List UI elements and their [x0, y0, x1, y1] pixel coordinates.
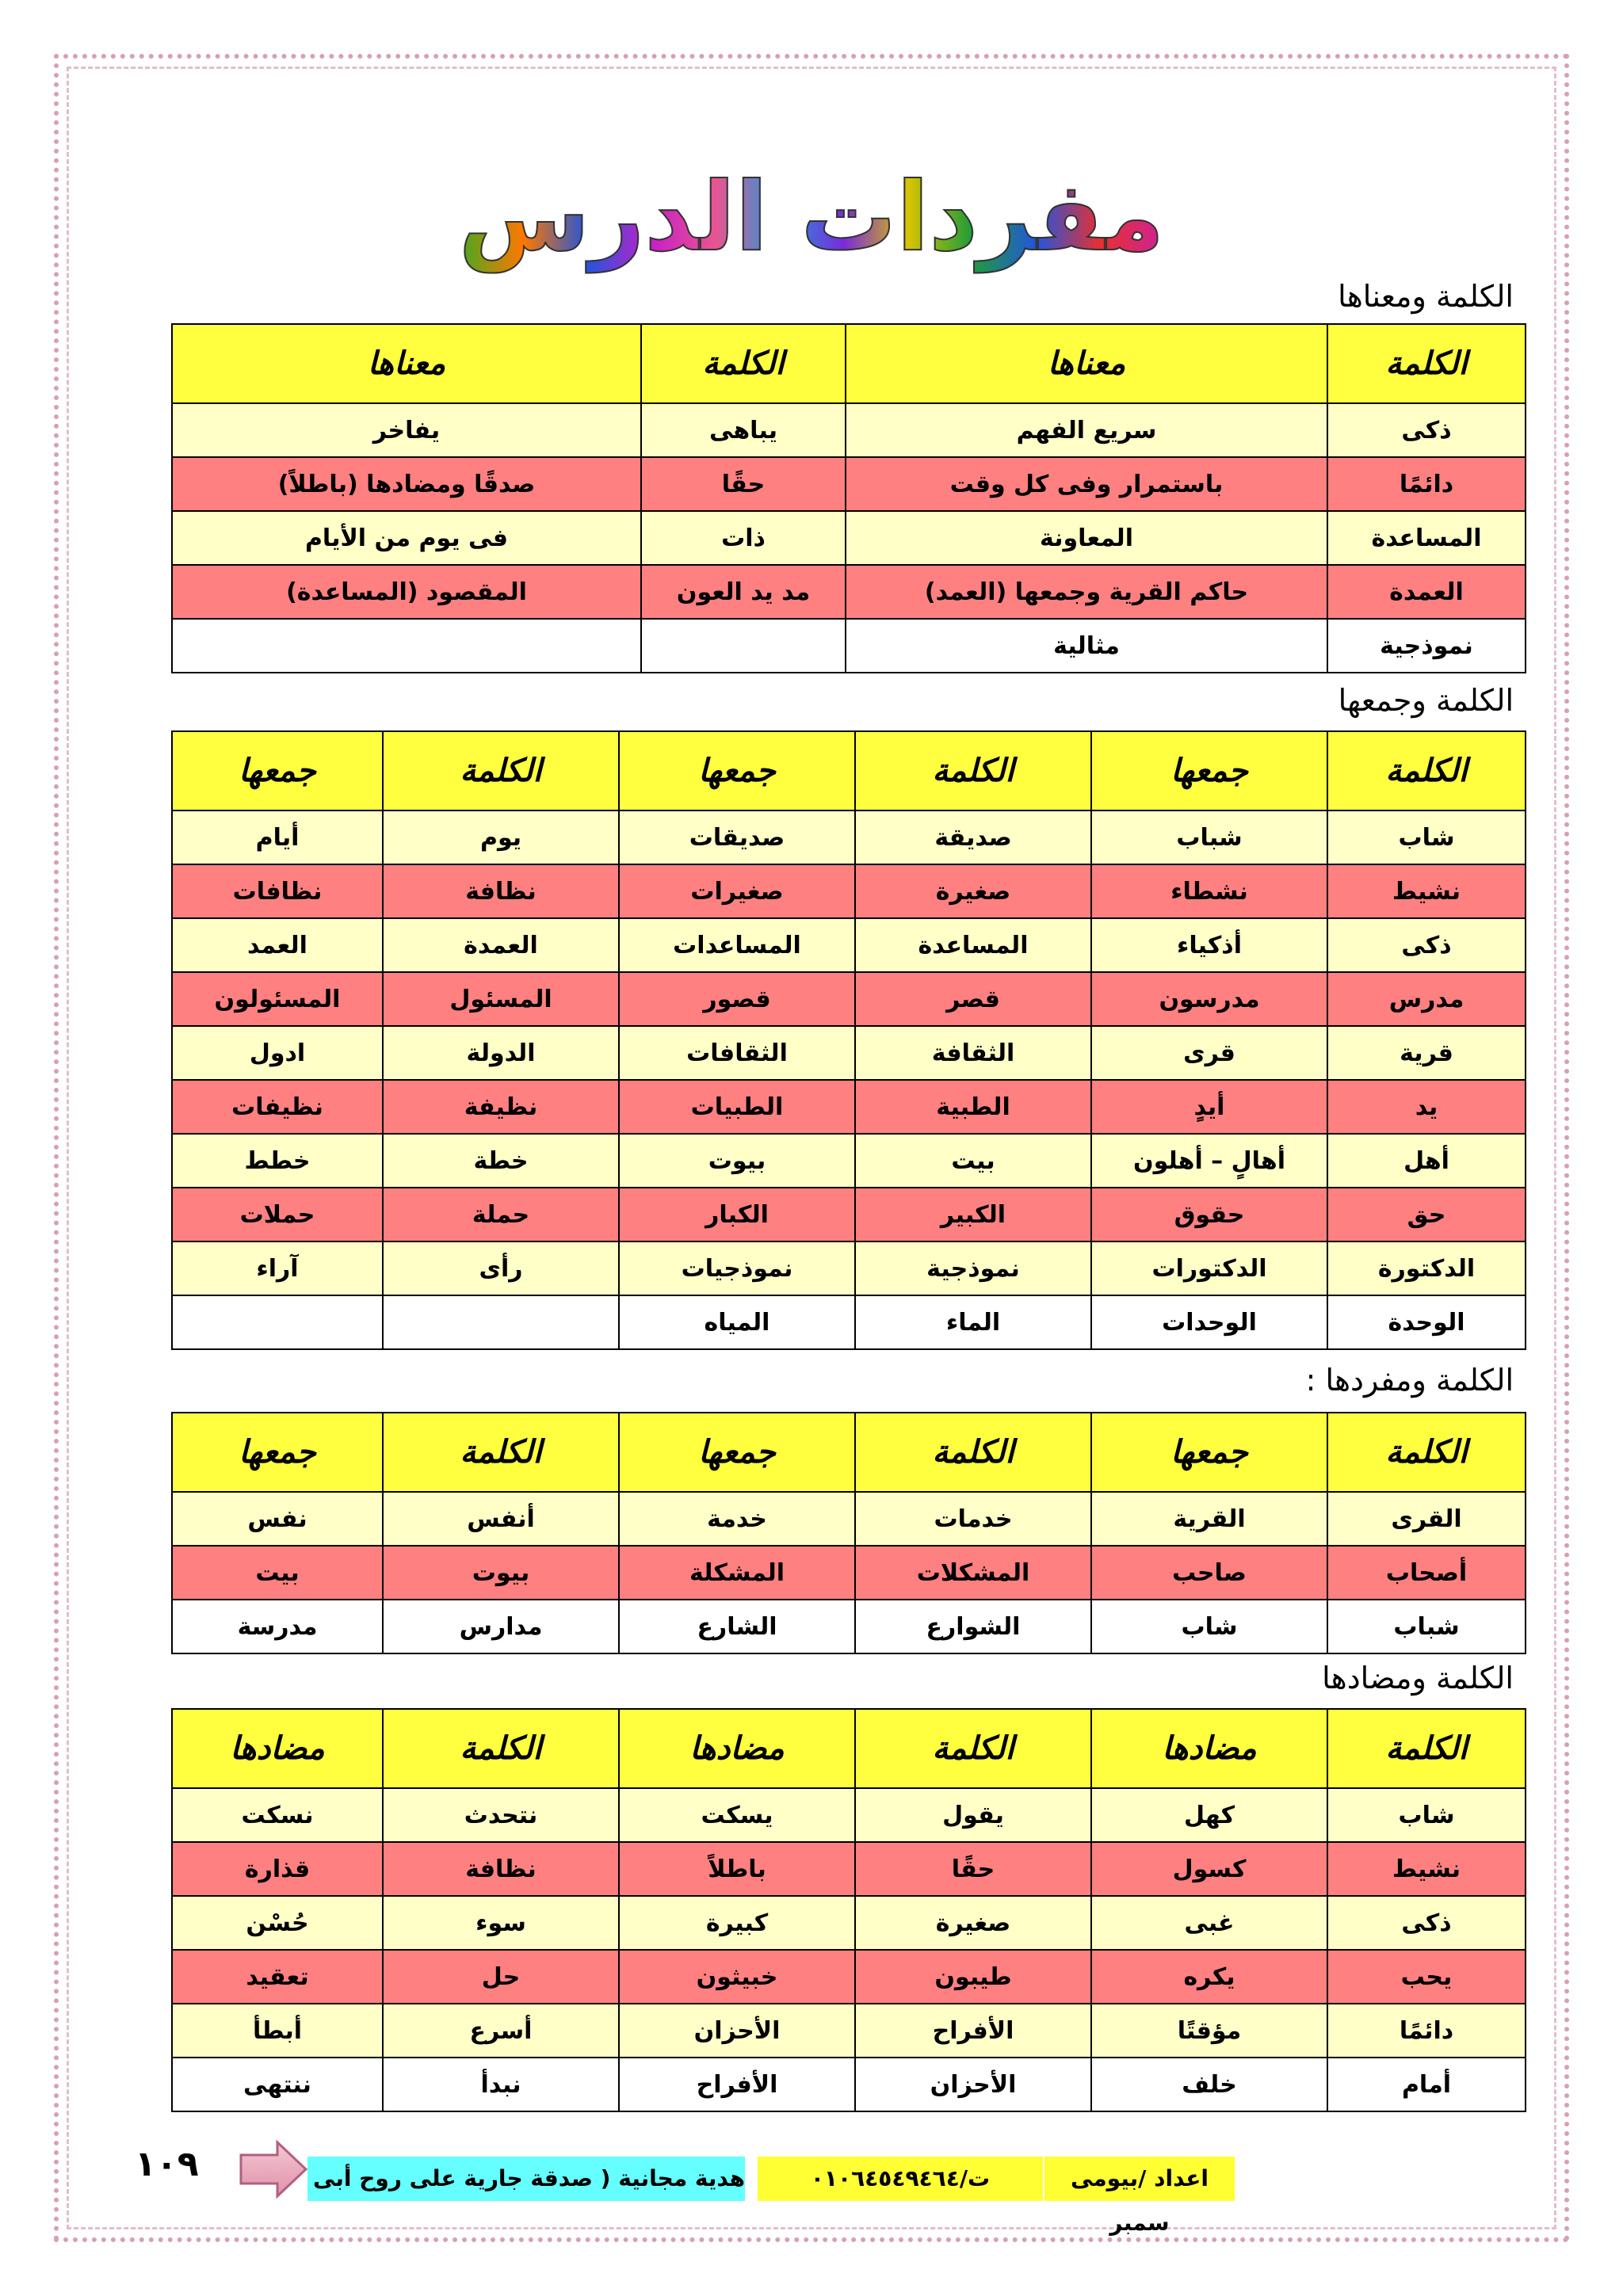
table-cell: خبيثون	[619, 1950, 855, 2004]
table-row	[172, 1788, 1526, 1842]
table-cell: حل	[383, 1950, 619, 2004]
table-cell: دائمًا	[1327, 2004, 1526, 2058]
meanings-header-cell: الكلمة	[641, 324, 846, 403]
table-cell: يباهى	[641, 403, 846, 457]
table-cell: نشطاء	[1091, 864, 1327, 918]
table-cell: نفس	[172, 1492, 383, 1546]
table-cell: الوحدة	[1327, 1295, 1526, 1349]
table-cell: أيدٍ	[1091, 1080, 1327, 1134]
table-cell: شاب	[1327, 810, 1526, 864]
meanings-header-cell: الكلمة	[1327, 324, 1526, 403]
table-cell: سريع الفهم	[846, 403, 1327, 457]
table-cell: يفاخر	[172, 403, 641, 457]
plurals-header-cell: جمعها	[172, 731, 383, 810]
table-cell: الشارع	[619, 1600, 855, 1653]
opposites-header-cell: مضادها	[619, 1709, 855, 1788]
plurals-header-cell: جمعها	[1091, 731, 1327, 810]
table-cell	[383, 1295, 619, 1349]
table-cell: بيت	[855, 1134, 1091, 1188]
table-cell: المسئول	[383, 972, 619, 1026]
table-cell: نبدأ	[383, 2058, 619, 2111]
table-cell: الوحدات	[1091, 1295, 1327, 1349]
table-cell: مدرسون	[1091, 972, 1327, 1026]
plurals-table	[171, 730, 1526, 1350]
table-cell: شباب	[1091, 810, 1327, 864]
table-cell: مدرس	[1327, 972, 1526, 1026]
table-cell: يوم	[383, 810, 619, 864]
table-cell: العمدة	[383, 918, 619, 972]
table-cell: المشكلات	[855, 1546, 1091, 1600]
table-cell: نظيفة	[383, 1080, 619, 1134]
table-cell: صديقة	[855, 810, 1091, 864]
table-cell: مد يد العون	[641, 565, 846, 619]
meanings-header-cell: معناها	[172, 324, 641, 403]
table-cell: المياه	[619, 1295, 855, 1349]
table-row	[172, 2004, 1526, 2058]
table-cell: المقصود (المساعدة)	[172, 565, 641, 619]
table-cell: غبى	[1091, 1896, 1327, 1950]
table-cell: آراء	[172, 1241, 383, 1295]
table-cell: قصور	[619, 972, 855, 1026]
table-cell: الكبير	[855, 1188, 1091, 1241]
table-cell: الأحزان	[855, 2058, 1091, 2111]
footer-phone: ت/٠١٠٦٤٥٤٩٤٦٤	[758, 2157, 1043, 2201]
table-cell: صاحب	[1091, 1546, 1327, 1600]
table-cell: حملة	[383, 1188, 619, 1241]
table-cell: صغيرات	[619, 864, 855, 918]
table-cell: نظافة	[383, 1842, 619, 1896]
table-cell: باستمرار وفى كل وقت	[846, 457, 1327, 511]
table-cell: خطة	[383, 1134, 619, 1188]
table-cell: يسكت	[619, 1788, 855, 1842]
table-cell: الثقافات	[619, 1026, 855, 1080]
table-cell: دائمًا	[1327, 457, 1526, 511]
table-cell: أنفس	[383, 1492, 619, 1546]
table-cell: أيام	[172, 810, 383, 864]
table-cell	[172, 1295, 383, 1349]
table-cell: كسول	[1091, 1842, 1327, 1896]
table-cell: يقول	[855, 1788, 1091, 1842]
opposites-header-cell: الكلمة	[383, 1709, 619, 1788]
singulars-header-cell: جمعها	[1091, 1413, 1327, 1492]
table-cell: يحب	[1327, 1950, 1526, 2004]
table-row	[172, 2058, 1526, 2111]
table-cell: الشوارع	[855, 1600, 1091, 1653]
table-cell: طيبون	[855, 1950, 1091, 2004]
table-cell: المساعدة	[855, 918, 1091, 972]
table-cell: صدقًا ومضادها (باطلاً)	[172, 457, 641, 511]
table-cell: باطلاً	[619, 1842, 855, 1896]
table-cell: أصحاب	[1327, 1546, 1526, 1600]
table-cell: أهالٍ – أهلون	[1091, 1134, 1327, 1188]
table-cell: المسئولون	[172, 972, 383, 1026]
section-label-meanings: الكلمة ومعناها	[1338, 279, 1514, 314]
opposites-header-cell: مضادها	[172, 1709, 383, 1788]
table-cell: تعقيد	[172, 1950, 383, 2004]
table-cell: خدمات	[855, 1492, 1091, 1546]
table-cell: شاب	[1327, 1788, 1526, 1842]
table-row	[172, 511, 1526, 565]
table-row	[172, 1188, 1526, 1241]
table-cell: صديقات	[619, 810, 855, 864]
table-cell: أبطأ	[172, 2004, 383, 2058]
table-cell: خطط	[172, 1134, 383, 1188]
singulars-header-cell: الكلمة	[383, 1413, 619, 1492]
table-cell: حقًا	[641, 457, 846, 511]
meanings-table	[171, 323, 1526, 673]
table-cell: سوء	[383, 1896, 619, 1950]
table-cell: الدكتورة	[1327, 1241, 1526, 1295]
meanings-header-cell: معناها	[846, 324, 1327, 403]
table-row	[172, 1241, 1526, 1295]
section-label-plurals: الكلمة وجمعها	[1338, 683, 1514, 718]
table-row	[172, 1546, 1526, 1600]
table-cell: حملات	[172, 1188, 383, 1241]
table-cell	[641, 619, 846, 673]
table-cell: أهل	[1327, 1134, 1526, 1188]
table-row	[172, 1842, 1526, 1896]
table-cell: الكبار	[619, 1188, 855, 1241]
table-cell: القرية	[1091, 1492, 1327, 1546]
page-title: مفردات الدرس	[459, 158, 1165, 277]
section-label-singulars: الكلمة ومفردها :	[1305, 1363, 1514, 1398]
table-cell: قرى	[1091, 1026, 1327, 1080]
table-row	[172, 1950, 1526, 2004]
opposites-header-row	[172, 1709, 1526, 1788]
arrow-right-icon	[238, 2138, 309, 2201]
table-cell: حق	[1327, 1188, 1526, 1241]
table-cell: نسكت	[172, 1788, 383, 1842]
table-cell: نظافة	[383, 864, 619, 918]
table-cell: العمد	[172, 918, 383, 972]
table-cell: الماء	[855, 1295, 1091, 1349]
table-cell: الأفراح	[855, 2004, 1091, 2058]
table-cell: الثقافة	[855, 1026, 1091, 1080]
footer-author: اعداد /بيومى سمبر	[1044, 2157, 1235, 2201]
table-cell: قصر	[855, 972, 1091, 1026]
table-cell: نشيط	[1327, 864, 1526, 918]
table-cell: مؤقتًا	[1091, 2004, 1327, 2058]
table-cell: شباب	[1327, 1600, 1526, 1653]
table-cell: نتحدث	[383, 1788, 619, 1842]
table-cell: بيت	[172, 1546, 383, 1600]
table-cell: رأى	[383, 1241, 619, 1295]
table-cell: بيوت	[383, 1546, 619, 1600]
table-cell: نشيط	[1327, 1842, 1526, 1896]
table-cell: القرى	[1327, 1492, 1526, 1546]
table-cell: مدرسة	[172, 1600, 383, 1653]
table-cell: خلف	[1091, 2058, 1327, 2111]
table-cell: المعاونة	[846, 511, 1327, 565]
table-cell: ذكى	[1327, 918, 1526, 972]
table-cell: الدولة	[383, 1026, 619, 1080]
singulars-header-cell: جمعها	[172, 1413, 383, 1492]
plurals-header-cell: الكلمة	[855, 731, 1091, 810]
table-cell: صغيرة	[855, 864, 1091, 918]
table-cell: نظيفات	[172, 1080, 383, 1134]
singulars-header-cell: الكلمة	[855, 1413, 1091, 1492]
plurals-header-cell: الكلمة	[383, 731, 619, 810]
table-row	[172, 918, 1526, 972]
table-cell: كهل	[1091, 1788, 1327, 1842]
opposites-table	[171, 1708, 1526, 2112]
table-cell: أمام	[1327, 2058, 1526, 2111]
table-cell: يكره	[1091, 1950, 1327, 2004]
table-cell: قرية	[1327, 1026, 1526, 1080]
plurals-header-cell: جمعها	[619, 731, 855, 810]
table-cell: ذكى	[1327, 403, 1526, 457]
table-row	[172, 1600, 1526, 1653]
footer-gift-text: هدية مجانية ( صدقة جارية على روح أبى	[307, 2157, 745, 2201]
table-row	[172, 1492, 1526, 1546]
opposites-header-cell: مضادها	[1091, 1709, 1327, 1788]
table-cell: حاكم القرية وجمعها (العمد)	[846, 565, 1327, 619]
table-cell: نظافات	[172, 864, 383, 918]
table-row	[172, 565, 1526, 619]
table-row	[172, 972, 1526, 1026]
table-cell: ادول	[172, 1026, 383, 1080]
table-cell: خدمة	[619, 1492, 855, 1546]
opposites-header-cell: الكلمة	[855, 1709, 1091, 1788]
table-cell: الطبيات	[619, 1080, 855, 1134]
table-row	[172, 619, 1526, 673]
meanings-header-row	[172, 324, 1526, 403]
opposites-header-cell: الكلمة	[1327, 1709, 1526, 1788]
table-cell: مدارس	[383, 1600, 619, 1653]
table-cell: صغيرة	[855, 1896, 1091, 1950]
table-cell: الطبية	[855, 1080, 1091, 1134]
table-cell: فى يوم من الأيام	[172, 511, 641, 565]
table-cell: نموذجيات	[619, 1241, 855, 1295]
singulars-header-cell: الكلمة	[1327, 1413, 1526, 1492]
table-cell: الأحزان	[619, 2004, 855, 2058]
plurals-header-cell: الكلمة	[1327, 731, 1526, 810]
table-cell: كبيرة	[619, 1896, 855, 1950]
table-row	[172, 1896, 1526, 1950]
table-cell: حقًا	[855, 1842, 1091, 1896]
table-cell: حقوق	[1091, 1188, 1327, 1241]
table-cell: قذارة	[172, 1842, 383, 1896]
table-cell: نموذجية	[1327, 619, 1526, 673]
table-row	[172, 1295, 1526, 1349]
table-cell: المساعدات	[619, 918, 855, 972]
table-row	[172, 403, 1526, 457]
table-row	[172, 810, 1526, 864]
table-cell: أذكياء	[1091, 918, 1327, 972]
section-label-opposites: الكلمة ومضادها	[1322, 1661, 1514, 1695]
table-cell: بيوت	[619, 1134, 855, 1188]
table-cell: المشكلة	[619, 1546, 855, 1600]
singulars-table	[171, 1412, 1526, 1654]
table-cell: ننتهى	[172, 2058, 383, 2111]
table-row	[172, 457, 1526, 511]
singulars-header-row	[172, 1413, 1526, 1492]
table-cell: يد	[1327, 1080, 1526, 1134]
table-cell	[172, 619, 641, 673]
table-row	[172, 1026, 1526, 1080]
table-cell: ذكى	[1327, 1896, 1526, 1950]
table-cell: شاب	[1091, 1600, 1327, 1653]
table-cell: حُسْن	[172, 1896, 383, 1950]
table-row	[172, 1134, 1526, 1188]
table-row	[172, 864, 1526, 918]
table-cell: ذات	[641, 511, 846, 565]
plurals-header-row	[172, 731, 1526, 810]
table-cell: الدكتورات	[1091, 1241, 1327, 1295]
table-cell: نموذجية	[855, 1241, 1091, 1295]
singulars-header-cell: جمعها	[619, 1413, 855, 1492]
page-number: ١٠٩	[135, 2144, 199, 2184]
table-cell: مثالية	[846, 619, 1327, 673]
table-cell: العمدة	[1327, 565, 1526, 619]
table-cell: المساعدة	[1327, 511, 1526, 565]
table-cell: الأفراح	[619, 2058, 855, 2111]
table-cell: أسرع	[383, 2004, 619, 2058]
table-row	[172, 1080, 1526, 1134]
